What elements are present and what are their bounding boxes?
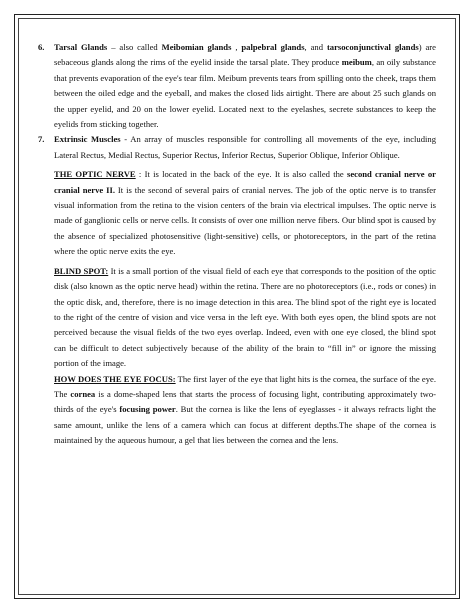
blind-spot-paragraph bbox=[54, 264, 436, 372]
section-heading: BLIND SPOT: bbox=[54, 265, 109, 276]
text-run: , bbox=[231, 42, 242, 52]
text-run: : It is located in the back of the eye. It is also called the bbox=[135, 169, 347, 180]
text-run: The first layer of the eye that light hits is the cornea, the surface of the eye. The bbox=[54, 373, 436, 399]
bold-term: focusing power bbox=[119, 404, 176, 415]
document-body bbox=[38, 40, 436, 449]
item-number: 7. bbox=[38, 134, 45, 145]
bold-term: Meibomian glands bbox=[161, 42, 232, 52]
list-item-extrinsic-muscles bbox=[38, 132, 436, 163]
bold-term: tarsoconjunctival glands bbox=[326, 42, 419, 52]
bold-term: palpebral glands bbox=[241, 42, 305, 52]
item-number: 6. bbox=[38, 42, 45, 52]
item-title: Tarsal Glands bbox=[54, 42, 108, 52]
item-paragraph bbox=[54, 40, 436, 132]
bold-term: second cranial nerve or cranial nerve II. bbox=[54, 169, 436, 195]
text-run: , and bbox=[304, 42, 327, 52]
text-run: ) are sebaceous glands along the rims of the eyelid inside the tarsal plate. They produce bbox=[54, 42, 436, 68]
eye-focus-paragraph bbox=[54, 372, 436, 449]
text-run: It is the second of several pairs of cranial nerves. The job of the optic nerve is to transfer visual information from the retina to the vision centers of the brain via electrical impulses. The optic nerve is made of ganglionic cells or nerve cells. It consists of over one million nerve fibers. Our blind spot is caused by the absence of specialized photosensitive (light-sensitive) cells, or photoreceptors, in the part of the retina where the optic nerve exits the eye. bbox=[54, 184, 436, 257]
bold-term: cornea bbox=[70, 388, 96, 399]
section-heading: THE OPTIC NERVE bbox=[54, 169, 136, 180]
item-title: Extrinsic Muscles bbox=[54, 134, 121, 145]
text-run: . But the cornea is like the lens of eyeglasses - it always refracts light the same amount, unlike the lens of a camera which can focus at different depths.The shape of the cornea is maintained by the aqueous humour, a gel that lies between the cornea and the lens. bbox=[54, 404, 436, 446]
text-run: , an oily substance that prevents evaporation of the eye's tear film. Meibum prevents tears from spilling onto the cheek, traps them between the oiled edge and the eyeball, and makes the closed lids airtight. There are about 25 such glands on the upper eyelid, and 20 on the lower eyelid. Located next to the eyelashes, secrete substances to keep the eyelids from sticking together. bbox=[54, 57, 436, 130]
text-run: – also called bbox=[107, 42, 162, 52]
text-run: It is a small portion of the visual field of each eye that corresponds to the position of the optic disk (also known as the optic nerve head) within the retina. There are no photoreceptors (i.e., rods or cones) in the optic disk, and, therefore, there is no image detection in this area. The blind spot of the right eye is located to the right of the centre of vision and vice versa in the left eye. With both eyes open, the blind spots are not perceived because the visual fields of the two eyes overlap. Indeed, even with one eye closed, the blind spot can be difficult to detect subjectively because of the ability of the brain to “fill in” or ignore the missing portion of the image. bbox=[54, 265, 436, 369]
item-paragraph bbox=[54, 132, 436, 163]
section-heading: HOW DOES THE EYE FOCUS: bbox=[54, 373, 176, 384]
bold-term: meibum bbox=[341, 57, 372, 68]
optic-nerve-paragraph bbox=[54, 167, 436, 259]
list-item-tarsal-glands bbox=[38, 40, 436, 132]
text-run: is a dome-shaped lens that starts the process of focusing light, contributing approximately two-thirds of the eye's bbox=[54, 388, 437, 415]
text-run: - An array of muscles responsible for controlling all movements of the eye, including Lateral Rectus, Medial Rectus, Superior Rectus, Inferior Rectus, Superior Oblique, Inferior Oblique. bbox=[54, 134, 436, 160]
